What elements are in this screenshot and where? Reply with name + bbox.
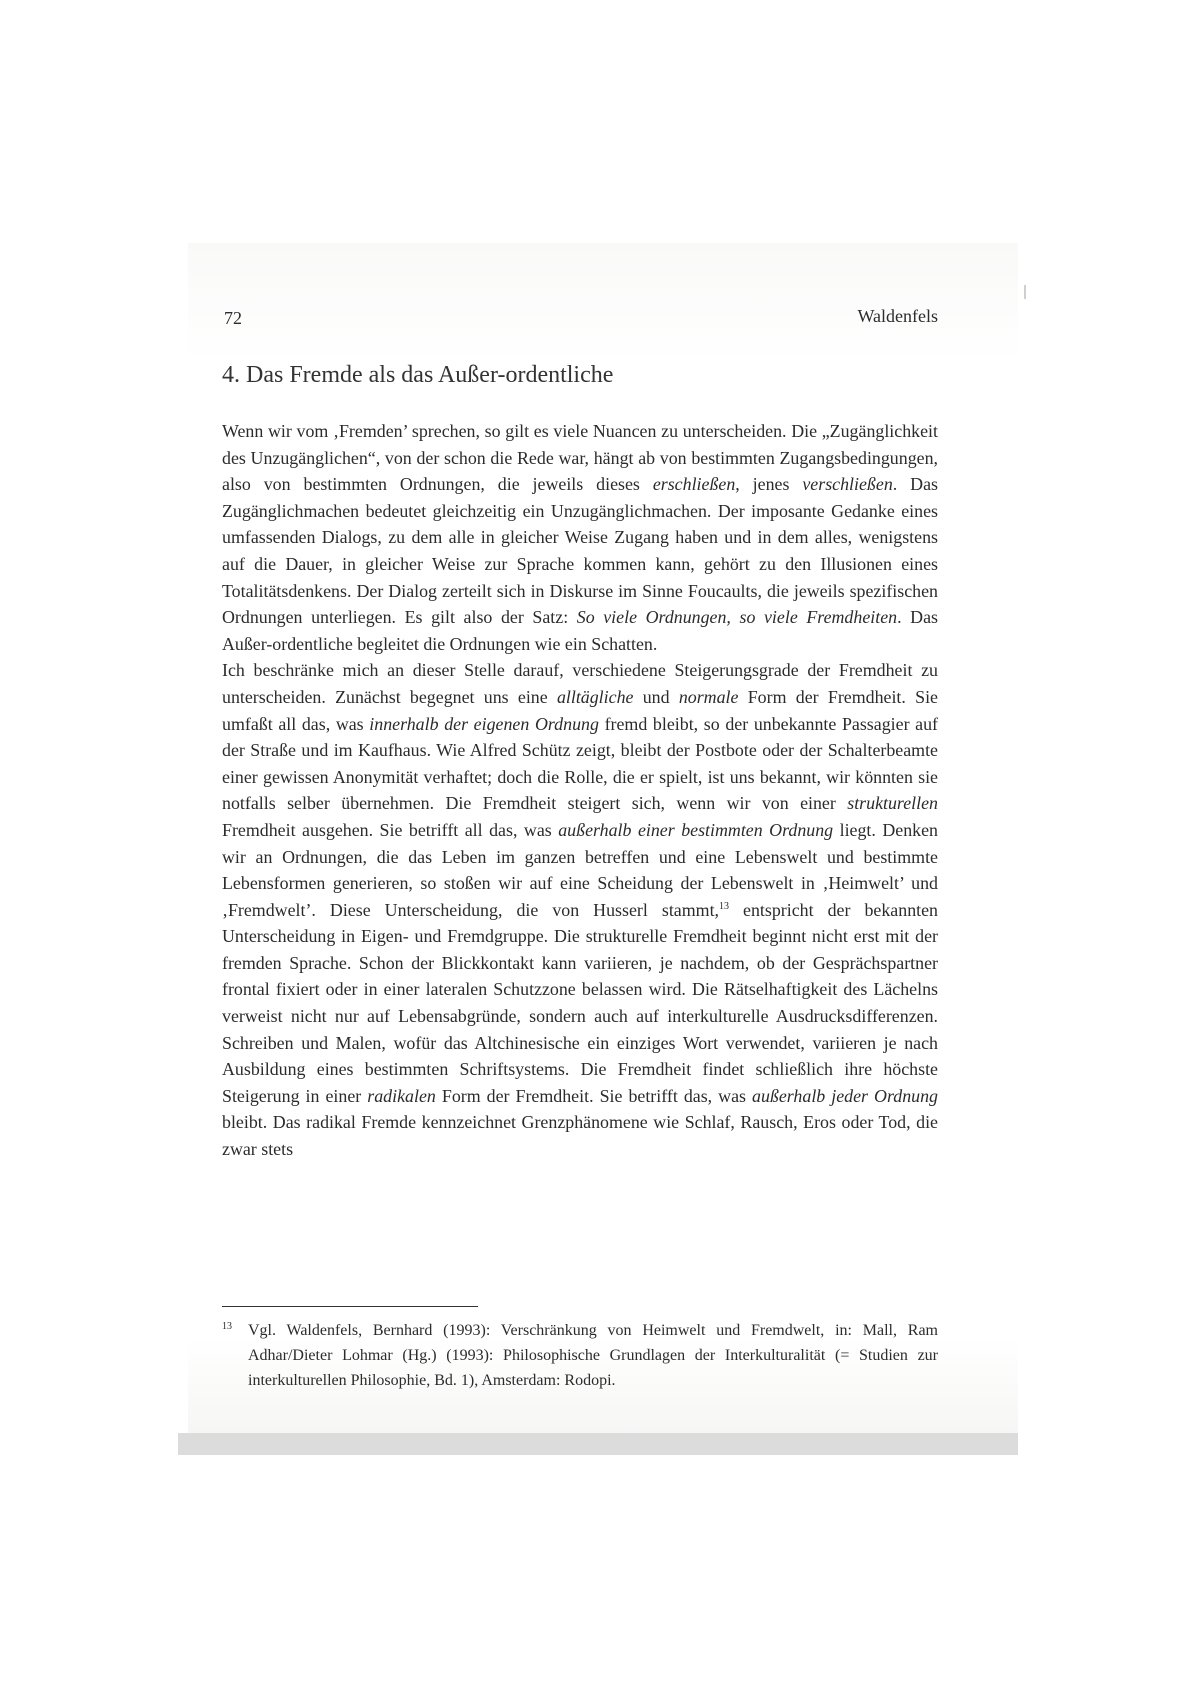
scan-right-edge-mark <box>1024 285 1026 299</box>
paragraph-2-text: fremd bleibt, so der unbekannte Passagier auf der Straße und im Kaufhaus. Wie Alfred Schütz zeigt, bleibt der Postbote oder der Schalterbeamte einer gewissen Anonymität verhaftet; doch die Rolle, die er spielt, ist uns bekannt, wir könnten sie notfalls selber übernehmen. Die Fremdheit steigert sich, wenn wir von einer <box>222 713 939 814</box>
emphasis-verschliessen: verschließen <box>802 474 893 495</box>
section-heading: 4. Das Fremde als das Außer-ordentliche <box>222 362 614 388</box>
footnote-divider <box>222 1306 478 1307</box>
emphasis-satz: So viele Ordnungen, so viele Fremdheiten <box>576 607 898 628</box>
paragraph-1-text: Wenn wir vom ‚Fremden’ sprechen, so gilt es viele Nuancen zu unterscheiden. Die „Zugänglichkeit des Unzugänglichen“, von der schon die Rede war, hängt ab von bestimmten Zugangsbedingungen, also von bestimmten Ordnungen, die jeweils dieses <box>222 421 938 495</box>
paragraph-2-text: und <box>633 686 679 707</box>
body-text <box>222 418 938 1163</box>
page-number: 72 <box>224 308 242 328</box>
paragraph-2-text: Ich beschränke mich an dieser Stelle darauf, verschiedene Steigerungsgrade der Fremdheit zu unterscheiden. Zunächst begegnet uns eine <box>222 660 938 707</box>
paragraph-2 <box>222 657 938 1162</box>
scan-bottom-edge-shadow <box>178 1433 1018 1455</box>
paragraph-2-text: entspricht der bekannten Unterscheidung in Eigen- und Fremdgruppe. Die strukturelle Fremdheit beginnt nicht erst mit der fremden Sprache. Schon der Blickkontakt kann variieren, je nachdem, ob der Gesprächspartner frontal fixiert oder in einer lateralen Schutzzone belassen wird. Die Rätselhaftigkeit des Lächelns verweist nicht nur auf Lebensabgründe, sondern auch auf interkulturelle Ausdrucksdifferenzen. Schreiben und Malen, wofür das Altchinesische ein einziges Wort verwendet, variieren je nach Ausbildung eines bestimmten Schriftsystems. Die Fremdheit findet schließlich ihre höchste Steigerung in einer <box>222 899 938 1106</box>
emphasis-erschliessen: erschließen <box>652 474 736 495</box>
emphasis-innerhalb: innerhalb der eigenen Ordnung <box>369 713 599 734</box>
paragraph-1-text: , jenes <box>735 474 803 495</box>
footnote <box>222 1318 938 1393</box>
paragraph-2-text: bleibt. Das radikal Fremde kennzeichnet Grenzphänomene wie Schlaf, Rausch, Eros oder Tod, die zwar stets <box>222 1112 938 1160</box>
emphasis-normale: normale <box>678 686 739 707</box>
emphasis-ausserhalb-einer: außerhalb einer bestimmten Ordnung <box>558 819 834 840</box>
paragraph-2-text: liegt. Denken wir an Ordnungen, die das Leben im ganzen betreffen und eine Lebenswelt und bestimmte Lebensformen generieren, so stoßen wir auf eine Scheidung der Lebenswelt in ‚Heimwelt’ und ‚Fremdwelt’. Diese Unterscheidung, die von Husserl stammt, <box>222 819 938 920</box>
footnote-reference[interactable]: 13 <box>719 900 730 912</box>
emphasis-radikalen: radikalen <box>367 1085 436 1106</box>
running-head: Waldenfels <box>857 306 938 326</box>
paragraph-1-text: . Das Außer-ordentliche begleitet die Ordnungen wie ein Schatten. <box>222 607 938 654</box>
paragraph-1 <box>222 418 938 657</box>
paragraph-1-text: . Das Zugänglichmachen bedeutet gleichzeitig ein Unzugänglichmachen. Der imposante Gedanke eines umfassenden Dialogs, zu dem alle in gleicher Weise Zugang haben und in dem alles, wenigstens auf die Dauer, in gleicher Weise zur Sprache kommen kann, gehört zu den Illusionen eines Totalitätsdenkens. Der Dialog zerteilt sich in Diskurse im Sinne Foucaults, die jeweils spezifischen Ordnungen unterliegen. Es gilt also der Satz: <box>222 474 938 628</box>
emphasis-strukturellen: strukturellen <box>847 793 938 814</box>
footnote-number: 13 <box>222 1321 232 1332</box>
paragraph-2-text: Fremdheit ausgehen. Sie betrifft all das, was <box>222 819 559 840</box>
paragraph-2-text: Form der Fremdheit. Sie umfaßt all das, was <box>222 686 938 734</box>
emphasis-ausserhalb-jeder: außerhalb jeder Ordnung <box>752 1085 938 1106</box>
footnote-text: Vgl. Waldenfels, Bernhard (1993): Verschränkung von Heimwelt und Fremdwelt, in: Mall, Ram Adhar/Dieter Lohmar (Hg.) (1993): Philosophische Grundlagen der Interkulturalität (= Studien zur interkulturellen Philosophie, Bd. 1), Amsterdam: Rodopi. <box>248 1322 938 1389</box>
emphasis-alltaegliche: alltägliche <box>556 686 634 707</box>
paragraph-2-text: Form der Fremdheit. Sie betrifft das, was <box>435 1085 753 1106</box>
